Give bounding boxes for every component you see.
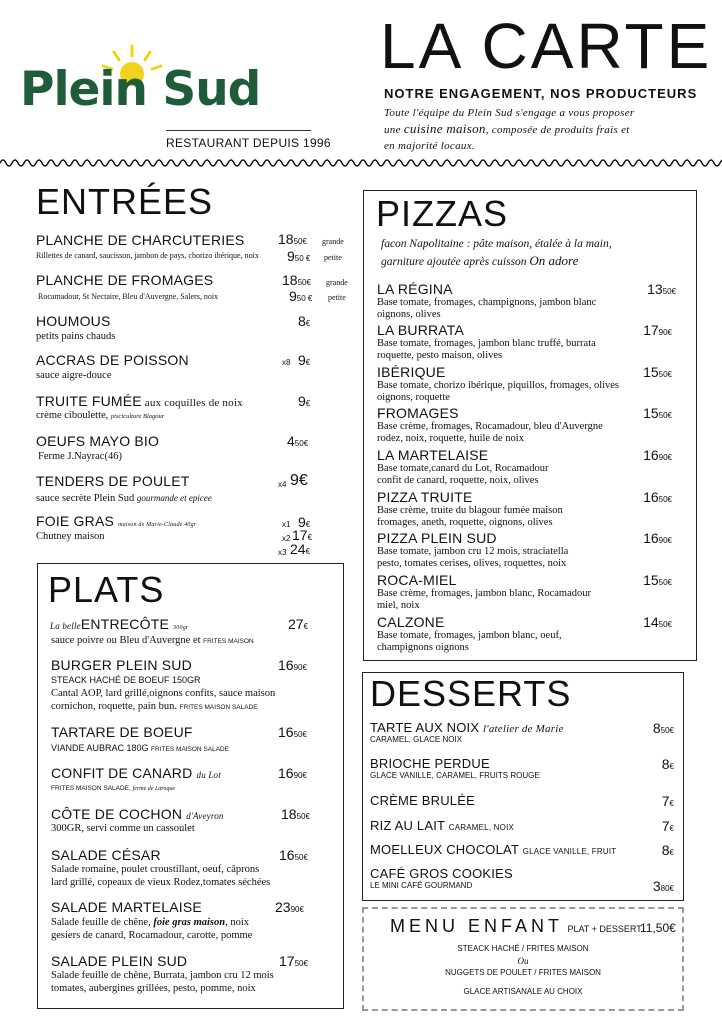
item-desc: Rillettes de canard, saucisson, jambon de pays, chorizo ibérique, noix [36,251,259,260]
item-price: 9€ [298,352,311,368]
item-price: 27€ [288,616,309,632]
item-price: 1850€ [278,231,307,247]
size-label: petite [324,253,342,262]
menu-enfant-line: NUGGETS DE POULET / FRITES MAISON [445,968,601,977]
list-item: CALZONE Base tomate, fromages, jambon blanc, oeuf, champignons oignons 1450€ [377,614,672,653]
plats-title: PLATS [48,569,165,610]
item-price: 950 € [289,288,313,304]
desserts-title: DESSERTS [370,673,572,714]
engagement-heading: NOTRE ENGAGEMENT, NOS PRODUCTEURS [384,86,698,101]
item-name: La belleENTRECÔTE 300gr [50,616,189,632]
item-price: 1650€ [279,847,308,863]
pizzas-intro: facon Napolitaine : pâte maison, étalée à la main, [381,238,612,250]
item-desc: sauce poivre ou Bleu d'Auvergne et FRITES MAISON [51,635,254,646]
item-name: FOIE GRAS maison de Marie-Claude 40gr [36,513,197,529]
item-name: SALADE MARTELAISE [51,899,202,915]
item-desc: cornichon, roquette, pain bun. FRITES MAISON SALADE [51,701,258,712]
item-price: 8€ [298,313,311,329]
item-name: TARTARE DE BOEUF [51,724,193,740]
item-name: TENDERS DE POULET [36,473,190,489]
item-desc: Salade romaine, poulet croustillant, oeuf, câprons [51,864,260,875]
item-desc: sauce aigre-douce [36,370,112,381]
size-label: grande [322,237,344,246]
quantity-label: x2 [282,534,291,543]
item-sub: VIANDE AUBRAC 180G FRITES MAISON SALADE [51,743,230,753]
item-desc: tomates, aubergines grillées, pesto, pomme, noix [51,983,256,994]
item-name: OEUFS MAYO BIO [36,433,160,449]
item-price: 1690€ [278,657,307,673]
size-label: petite [328,293,346,302]
menu-enfant-price: 11,50€ [640,921,676,935]
menu-enfant-line: GLACE ARTISANALE AU CHOIX [463,987,583,996]
list-item: ROCA-MIEL Base crème, fromages, jambon blanc, Rocamadour miel, noix 1550€ [377,572,672,611]
list-item: LA BURRATA Base tomate, fromages, jambon blanc truffé, burrata roquette, pesto maison, olives 1790€ [377,322,672,361]
quantity-label: x3 [278,548,287,557]
quantity-label: x4 [278,480,287,489]
list-item: LA RÉGINA Base tomate, fromages, champignons, jambon blanc oignons, olives 1350€ [377,281,676,320]
item-desc: lard grillé, copeaux de vieux Rodez,tomates séchées [51,877,271,888]
list-item: IBÉRIQUE Base tomate, chorizo ibérique, piquillos, fromages, olives oignons, roquette 1550€ [377,364,672,403]
item-desc: Rocamadour, St Nectaire, Bleu d'Auvergne, Salers, noix [38,292,219,301]
entrees-title: ENTRÉES [36,181,214,222]
item-price: 1650€ [278,724,307,740]
quantity-label: x8 [282,358,291,367]
item-price: 2390€ [275,899,304,915]
menu-enfant-or: Ou [517,956,529,966]
list-item: FROMAGES Base crème, fromages, Rocamadour, bleu d'Auvergne rodez, noix, roquette, huile de noix 1550€ [377,405,672,444]
item-name: PLANCHE DE CHARCUTERIES [36,232,245,248]
item-name: TRUITE FUMÉE aux coquilles de noix [36,393,243,409]
item-desc: sauce secrète Plein Sud gourmande et epicee [36,493,212,504]
item-price: 17€ [292,527,313,543]
item-name: ACCRAS DE POISSON [36,352,189,368]
item-name: SALADE PLEIN SUD [51,953,188,969]
item-name: CÔTE DE COCHON d'Aveyron [51,806,224,822]
item-desc: Salade feuille de chêne, foie gras maison, noix [51,917,250,928]
pizzas-title: PIZZAS [376,193,509,234]
item-sub: STEACK HACHÉ DE BOEUF 150GR [51,675,201,685]
item-price: 1690€ [278,765,307,781]
list-item: PIZZA TRUITE Base crème, truite du blagour fumée maison fromages, aneth, roquette, oignons, olives 1650€ [377,489,672,528]
item-desc: Ferme J.Nayrac(46) [38,451,122,462]
page-title: LA CARTE [380,10,713,82]
item-name: SALADE CÉSAR [51,847,161,863]
wavy-divider [0,156,722,170]
list-item: RIZ AU LAIT CARAMEL, NOIX 7€ [370,818,674,834]
item-desc: Chutney maison [36,531,105,542]
item-desc: 300GR, servi comme un cassoulet [51,823,195,834]
item-desc: Salade feuille de chêne, Burrata, jambon cru 12 mois [51,970,274,981]
brand-tagline: RESTAURANT DEPUIS 1996 [166,136,331,150]
item-desc: petits pains chauds [36,331,116,342]
menu-enfant-title: MENU ENFANT PLAT + DESSERT [390,916,642,936]
item-name: CONFIT DE CANARD du Lot [51,765,221,781]
list-item: CAFÉ GROS COOKIES LE MINI CAFÉ GOURMAND 380€ [370,866,674,894]
item-price: 24€ [290,541,311,557]
item-name: HOUMOUS [36,313,111,329]
list-item: CRÈME BRULÉE 7€ [370,793,674,809]
item-name: PLANCHE DE FROMAGES [36,272,214,288]
quantity-label: x1 [282,520,291,529]
list-item: LA MARTELAISE Base tomate,canard du Lot, Rocamadour confit de canard, roquette, noix, olives 1690€ [377,447,672,486]
list-item: PIZZA PLEIN SUD Base tomate, jambon cru 12 mois, straciatella pesto, tomates cerises, olives, roquettes, noix 1690€ [377,530,672,569]
menu-enfant-line: STEACK HACHÉ / FRITES MAISON [457,944,589,953]
pizzas-intro: garniture ajoutée après cuisson On adore [381,253,579,268]
item-price: 9€ [298,514,311,530]
brand-logo: Plein Sud [20,62,261,117]
logo-divider [166,130,311,131]
intro-text: Toute l'équipe du Plein Sud s'engage a vous proposer une cuisine maison, composée de produits frais et en majorité locaux. [384,107,635,152]
list-item: TARTE AUX NOIX l'atelier de Marie CARAMEL, GLACE NOIX 850€ [370,720,674,744]
item-price: 1850€ [281,806,310,822]
item-price: 950 € [287,248,311,264]
item-price: 1850€ [282,272,311,288]
item-desc: crème ciboulette, pisciculture Blagour [36,410,165,421]
item-price: 1750€ [279,953,308,969]
size-label: grande [326,278,348,287]
list-item: BRIOCHE PERDUE GLACE VANILLE, CARAMEL, FRUITS ROUGE 8€ [370,756,674,780]
item-price: 9€ [298,393,311,409]
item-name: BURGER PLEIN SUD [51,657,192,673]
item-price: 9€ [290,472,308,489]
item-desc: gesiers de canard, Rocamadour, carotte, pomme [51,930,253,941]
item-sub: FRITES MAISON SALADE, ferme de Laroque [51,785,176,792]
list-item: MOELLEUX CHOCOLAT GLACE VANILLE, FRUIT 8€ [370,842,674,858]
item-price: 450€ [287,433,309,449]
item-desc: Cantal AOP, lard grillé,oignons confits, sauce maison [51,688,276,699]
